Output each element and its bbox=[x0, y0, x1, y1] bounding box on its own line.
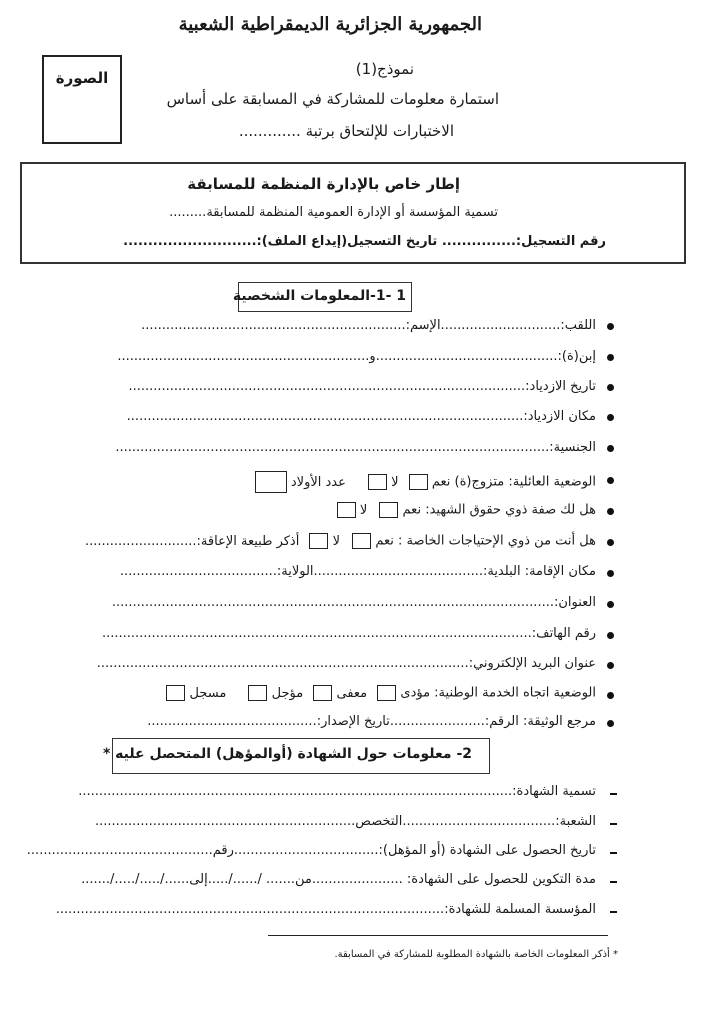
service-deferred-checkbox[interactable] bbox=[248, 685, 267, 701]
photo-box bbox=[42, 55, 122, 144]
field-email: عنوان البريد الإلكتروني:.......................................................................................... bbox=[96, 656, 596, 671]
dash bbox=[610, 881, 617, 883]
admin-frame-title: إطار خاص بالإدارة المنظمة للمسابقة bbox=[187, 175, 460, 193]
field-phone: رقم الهاتف:........................................................................................................ bbox=[101, 626, 596, 641]
republic-heading: الجمهورية الجزائرية الديمقراطية الشعبية bbox=[178, 14, 482, 35]
martyr-no-checkbox[interactable] bbox=[337, 502, 356, 518]
national-service-label: الوضعية اتجاه الخدمة الوطنية: مؤدى bbox=[400, 685, 596, 701]
dash bbox=[610, 911, 617, 913]
bullet bbox=[607, 662, 614, 669]
bullet bbox=[607, 477, 614, 484]
field-parentage: إبن(ة):............................................و............................................................. bbox=[117, 349, 596, 364]
dash bbox=[610, 823, 617, 825]
special-needs-no-label: لا bbox=[332, 533, 341, 549]
field-special-needs bbox=[85, 533, 596, 549]
martyr-label: هل لك صفة ذوي حقوق الشهيد: نعم bbox=[402, 502, 596, 518]
footnote: * أذكر المعلومات الخاصة بالشهادة المطلوبة للمشاركة في المسابقة. bbox=[334, 949, 618, 960]
bullet bbox=[607, 508, 614, 515]
field-marital-status bbox=[255, 471, 596, 493]
field-diploma-date: تاريخ الحصول على الشهادة (أو المؤهل):...................................رقم............................................. bbox=[26, 843, 596, 858]
bullet bbox=[607, 692, 614, 699]
form-title-line-2: الاختبارات للإلتحاق برتبة ............. bbox=[238, 122, 454, 140]
bullet bbox=[607, 384, 614, 391]
form-title-line-1: استمارة معلومات للمشاركة في المسابقة على أساس bbox=[166, 90, 499, 108]
marital-label: الوضعية العائلية: متزوج(ة) نعم bbox=[431, 474, 596, 490]
deferred-label: مؤجل bbox=[271, 685, 304, 701]
martyr-yes-checkbox[interactable] bbox=[379, 502, 398, 518]
field-birth-date: تاريخ الازدياد:................................................................................................ bbox=[128, 379, 596, 394]
bullet bbox=[607, 323, 614, 330]
field-residence: مكان الإقامة: البلدية:.........................................الولاية:...................................... bbox=[119, 564, 596, 579]
exempt-label: معفى bbox=[336, 685, 368, 701]
bullet bbox=[607, 720, 614, 727]
bullet bbox=[607, 445, 614, 452]
service-registered-checkbox[interactable] bbox=[166, 685, 185, 701]
bullet bbox=[607, 414, 614, 421]
registration-line: رقم التسجيل:............... تاريخ التسجيل(إيداع الملف):........................... bbox=[123, 234, 606, 249]
section1-title: 1 -1-المعلومات الشخصية bbox=[232, 288, 406, 304]
special-needs-label: هل أنت من ذوي الإحتياجات الخاصة : نعم bbox=[375, 533, 596, 549]
marital-no-label: لا bbox=[391, 474, 399, 490]
field-address: العنوان:........................................................................................................... bbox=[111, 595, 596, 610]
field-diploma-name: تسمية الشهادة:......................................................................................................... bbox=[78, 784, 596, 799]
field-branch-specialty: الشعبة:.....................................التخصص............................................................... bbox=[94, 814, 596, 829]
field-birth-place: مكان الازدياد:................................................................................................ bbox=[126, 409, 596, 424]
bullet bbox=[607, 601, 614, 608]
dash bbox=[610, 852, 617, 854]
bullet bbox=[607, 570, 614, 577]
special-needs-yes-checkbox[interactable] bbox=[352, 533, 371, 549]
footnote-separator bbox=[268, 935, 608, 936]
children-label: عدد الأولاد bbox=[290, 474, 346, 490]
photo-label: الصورة bbox=[55, 69, 109, 87]
field-nationality: الجنسية:......................................................................................................... bbox=[115, 440, 596, 455]
field-document-ref: مرجع الوثيقة: الرقم:.......................تاريخ الإصدار:......................................... bbox=[147, 714, 596, 729]
field-martyr-rights bbox=[337, 502, 596, 518]
field-issuing-institution: المؤسسة المسلمة للشهادة:.............................................................................................. bbox=[55, 902, 596, 917]
organizer-line: تسمية المؤسسة أو الإدارة العمومية المنظمة للمسابقة......... bbox=[169, 205, 498, 220]
dash bbox=[610, 793, 617, 795]
bullet bbox=[607, 354, 614, 361]
special-needs-no-checkbox[interactable] bbox=[309, 533, 328, 549]
service-done-checkbox[interactable] bbox=[377, 685, 396, 701]
section2-title: 2- معلومات حول الشهادة (أوالمؤهل) المتحصل عليه * bbox=[102, 746, 472, 762]
field-national-service bbox=[166, 685, 596, 701]
field-training-duration: مدة التكوين للحصول على الشهادة: ......................من....... /....../.....إلى....../...../...../....... bbox=[81, 872, 596, 887]
model-number: نموذج(1) bbox=[355, 60, 414, 78]
service-exempt-checkbox[interactable] bbox=[313, 685, 332, 701]
field-surname-name: اللقب:.............................الإسم:................................................................ bbox=[141, 318, 596, 333]
bullet bbox=[607, 539, 614, 546]
marital-no-checkbox[interactable] bbox=[368, 474, 387, 490]
impairment-label: أذكر طبيعة الإعاقة:........................... bbox=[84, 533, 300, 549]
children-count-box[interactable] bbox=[255, 471, 287, 493]
registered-label: مسجل bbox=[189, 685, 227, 701]
marital-yes-checkbox[interactable] bbox=[409, 474, 428, 490]
martyr-no-label: لا bbox=[359, 502, 368, 518]
bullet bbox=[607, 632, 614, 639]
